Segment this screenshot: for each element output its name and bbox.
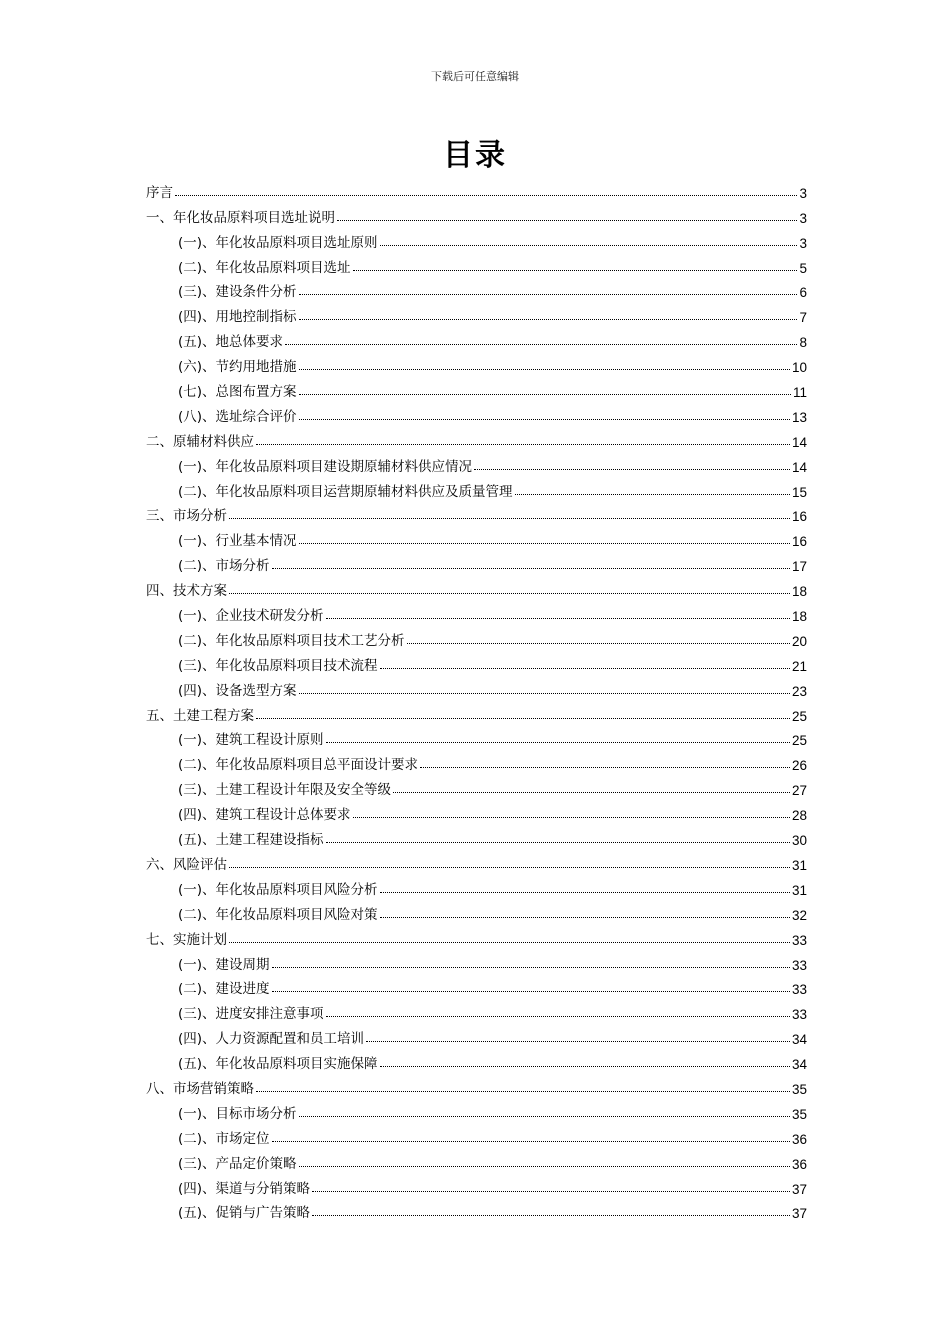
toc-entry-label: 三、市场分析 bbox=[146, 508, 227, 525]
toc-dot-leader bbox=[299, 1166, 790, 1167]
toc-entry-page: 3 bbox=[799, 210, 807, 226]
toc-entry-page: 3 bbox=[799, 185, 807, 201]
toc-dot-leader bbox=[299, 1116, 790, 1117]
toc-entry-label: (一)、建筑工程设计原则 bbox=[178, 732, 324, 749]
toc-entry-label: (二)、年化妆品原料项目运营期原辅材料供应及质量管理 bbox=[178, 483, 513, 500]
toc-entry-page: 26 bbox=[791, 758, 807, 774]
toc-entry-page: 33 bbox=[791, 1007, 807, 1023]
toc-entry-page: 33 bbox=[791, 982, 807, 998]
toc-entry[interactable] bbox=[146, 773, 807, 798]
toc-entry-label: (一)、年化妆品原料项目风险分析 bbox=[178, 881, 378, 898]
toc-dot-leader bbox=[393, 792, 790, 793]
toc-dot-leader bbox=[299, 294, 798, 295]
toc-entry-page: 17 bbox=[791, 559, 807, 575]
toc-entry-page: 18 bbox=[791, 584, 807, 600]
toc-entry[interactable] bbox=[146, 176, 807, 201]
toc-entry-label: 八、市场营销策略 bbox=[146, 1080, 254, 1097]
toc-entry-label: (一)、企业技术研发分析 bbox=[178, 608, 324, 625]
toc-entry-label: 一、年化妆品原料项目选址说明 bbox=[146, 209, 335, 226]
toc-dot-leader bbox=[229, 518, 790, 519]
toc-entry-label: (三)、产品定价策略 bbox=[178, 1155, 297, 1172]
toc-entry-page: 35 bbox=[791, 1106, 807, 1122]
toc-entry-label: 二、原辅材料供应 bbox=[146, 433, 254, 450]
toc-entry-label: (三)、进度安排注意事项 bbox=[178, 1006, 324, 1023]
toc-entry[interactable] bbox=[146, 276, 807, 301]
toc-entry[interactable] bbox=[146, 1097, 807, 1122]
toc-dot-leader bbox=[380, 892, 790, 893]
toc-entry[interactable] bbox=[146, 350, 807, 375]
toc-entry-page: 33 bbox=[791, 957, 807, 973]
toc-entry-label: 七、实施计划 bbox=[146, 931, 227, 948]
toc-entry-page: 11 bbox=[792, 385, 807, 401]
toc-entry-page: 8 bbox=[799, 335, 807, 351]
toc-dot-leader bbox=[380, 917, 790, 918]
toc-entry-label: (三)、建设条件分析 bbox=[178, 284, 297, 301]
toc-entry-label: (一)、建设周期 bbox=[178, 956, 270, 973]
toc-entry-label: (二)、市场定位 bbox=[178, 1130, 270, 1147]
toc-entry-label: (七)、总图布置方案 bbox=[178, 384, 297, 401]
toc-dot-leader bbox=[299, 693, 790, 694]
toc-entry[interactable] bbox=[146, 325, 807, 350]
toc-entry[interactable] bbox=[146, 450, 807, 475]
toc-entry[interactable] bbox=[146, 948, 807, 973]
toc-dot-leader bbox=[380, 1066, 790, 1067]
toc-dot-leader bbox=[229, 942, 790, 943]
toc-entry-label: (二)、市场分析 bbox=[178, 558, 270, 575]
toc-entry[interactable] bbox=[146, 425, 807, 450]
toc-entry-label: (四)、设备选型方案 bbox=[178, 682, 297, 699]
toc-entry[interactable] bbox=[146, 848, 807, 873]
toc-entry-page: 23 bbox=[791, 683, 807, 699]
toc-entry[interactable] bbox=[146, 1197, 807, 1222]
toc-entry-label: 四、技术方案 bbox=[146, 583, 227, 600]
toc-dot-leader bbox=[366, 1041, 790, 1042]
table-of-contents bbox=[146, 176, 807, 1221]
toc-dot-leader bbox=[229, 593, 790, 594]
toc-dot-leader bbox=[380, 245, 798, 246]
toc-entry[interactable] bbox=[146, 1147, 807, 1172]
toc-dot-leader bbox=[326, 842, 790, 843]
toc-dot-leader bbox=[515, 494, 790, 495]
toc-dot-leader bbox=[474, 469, 790, 470]
toc-entry-page: 37 bbox=[791, 1181, 807, 1197]
toc-entry[interactable] bbox=[146, 1022, 807, 1047]
toc-dot-leader bbox=[272, 568, 790, 569]
toc-entry[interactable] bbox=[146, 475, 807, 500]
toc-dot-leader bbox=[312, 1191, 790, 1192]
toc-entry[interactable] bbox=[146, 1047, 807, 1072]
toc-dot-leader bbox=[353, 270, 798, 271]
toc-dot-leader bbox=[256, 1091, 790, 1092]
toc-entry-label: 序言 bbox=[146, 184, 173, 201]
toc-entry-label: (五)、年化妆品原料项目实施保障 bbox=[178, 1056, 378, 1073]
toc-entry-label: (五)、地总体要求 bbox=[178, 334, 284, 351]
toc-dot-leader bbox=[326, 1016, 790, 1017]
toc-entry-label: (四)、人力资源配置和员工培训 bbox=[178, 1031, 365, 1048]
toc-entry-page: 36 bbox=[791, 1131, 807, 1147]
toc-entry-label: (三)、年化妆品原料项目技术流程 bbox=[178, 657, 378, 674]
toc-dot-leader bbox=[326, 742, 790, 743]
toc-entry-label: (一)、行业基本情况 bbox=[178, 533, 297, 550]
toc-entry[interactable] bbox=[146, 973, 807, 998]
toc-entry-page: 14 bbox=[791, 434, 807, 450]
toc-entry[interactable] bbox=[146, 624, 807, 649]
toc-entry-page: 3 bbox=[799, 235, 807, 251]
toc-entry[interactable] bbox=[146, 798, 807, 823]
toc-dot-leader bbox=[272, 991, 790, 992]
toc-entry[interactable] bbox=[146, 997, 807, 1022]
toc-entry[interactable] bbox=[146, 873, 807, 898]
toc-dot-leader bbox=[272, 1141, 790, 1142]
toc-entry-page: 7 bbox=[799, 310, 807, 326]
toc-entry-page: 31 bbox=[791, 882, 807, 898]
toc-entry-page: 35 bbox=[791, 1081, 807, 1097]
toc-entry-page: 37 bbox=[791, 1206, 807, 1222]
toc-entry-page: 18 bbox=[791, 609, 807, 625]
toc-dot-leader bbox=[312, 1215, 790, 1216]
toc-dot-leader bbox=[256, 718, 790, 719]
toc-entry-page: 6 bbox=[799, 285, 807, 301]
toc-entry-page: 21 bbox=[791, 658, 807, 674]
toc-entry-page: 34 bbox=[791, 1057, 807, 1073]
toc-entry-page: 10 bbox=[791, 360, 807, 376]
toc-entry-page: 25 bbox=[791, 733, 807, 749]
toc-entry[interactable] bbox=[146, 649, 807, 674]
toc-entry-label: 六、风险评估 bbox=[146, 856, 227, 873]
toc-dot-leader bbox=[256, 444, 790, 445]
toc-entry[interactable] bbox=[146, 1172, 807, 1197]
toc-entry[interactable] bbox=[146, 549, 807, 574]
toc-dot-leader bbox=[299, 543, 790, 544]
toc-dot-leader bbox=[299, 369, 790, 370]
toc-entry-label: (四)、渠道与分销策略 bbox=[178, 1180, 311, 1197]
toc-dot-leader bbox=[420, 767, 790, 768]
toc-dot-leader bbox=[272, 967, 790, 968]
toc-dot-leader bbox=[175, 195, 797, 196]
toc-entry-page: 5 bbox=[799, 260, 807, 276]
toc-entry[interactable] bbox=[146, 823, 807, 848]
toc-entry-label: (五)、土建工程建设指标 bbox=[178, 832, 324, 849]
toc-entry[interactable] bbox=[146, 724, 807, 749]
toc-entry-page: 31 bbox=[791, 857, 807, 873]
toc-entry-page: 14 bbox=[791, 459, 807, 475]
toc-entry-label: (四)、用地控制指标 bbox=[178, 309, 297, 326]
toc-dot-leader bbox=[326, 618, 790, 619]
toc-entry[interactable] bbox=[146, 748, 807, 773]
toc-entry-label: (二)、年化妆品原料项目选址 bbox=[178, 259, 351, 276]
toc-entry[interactable] bbox=[146, 375, 807, 400]
toc-entry-page: 16 bbox=[791, 534, 807, 550]
toc-entry[interactable] bbox=[146, 400, 807, 425]
toc-entry-label: (二)、年化妆品原料项目风险对策 bbox=[178, 906, 378, 923]
toc-dot-leader bbox=[299, 419, 790, 420]
toc-entry[interactable] bbox=[146, 1072, 807, 1097]
toc-entry-page: 33 bbox=[791, 932, 807, 948]
toc-entry-page: 16 bbox=[791, 509, 807, 525]
toc-entry-label: (五)、促销与广告策略 bbox=[178, 1205, 311, 1222]
toc-dot-leader bbox=[407, 643, 790, 644]
toc-entry[interactable] bbox=[146, 201, 807, 226]
toc-dot-leader bbox=[353, 817, 790, 818]
toc-entry-label: (八)、选址综合评价 bbox=[178, 408, 297, 425]
toc-dot-leader bbox=[337, 220, 797, 221]
toc-entry-label: (四)、建筑工程设计总体要求 bbox=[178, 807, 351, 824]
toc-entry[interactable] bbox=[146, 674, 807, 699]
toc-entry-page: 30 bbox=[791, 833, 807, 849]
toc-entry[interactable] bbox=[146, 500, 807, 525]
toc-entry-label: (一)、目标市场分析 bbox=[178, 1105, 297, 1122]
toc-dot-leader bbox=[229, 867, 790, 868]
toc-dot-leader bbox=[285, 344, 797, 345]
toc-entry-page: 15 bbox=[791, 484, 807, 500]
toc-entry-page: 28 bbox=[791, 808, 807, 824]
toc-dot-leader bbox=[299, 319, 798, 320]
toc-dot-leader bbox=[380, 668, 790, 669]
toc-entry-page: 36 bbox=[791, 1156, 807, 1172]
toc-entry-page: 20 bbox=[791, 633, 807, 649]
toc-entry-page: 27 bbox=[791, 783, 807, 799]
toc-entry[interactable] bbox=[146, 898, 807, 923]
toc-entry[interactable] bbox=[146, 599, 807, 624]
toc-entry[interactable] bbox=[146, 524, 807, 549]
toc-entry-label: (二)、建设进度 bbox=[178, 981, 270, 998]
toc-entry[interactable] bbox=[146, 226, 807, 251]
toc-entry-page: 13 bbox=[791, 409, 807, 425]
toc-entry[interactable] bbox=[146, 300, 807, 325]
header-note: 下载后可任意编辑 bbox=[431, 70, 519, 83]
toc-entry[interactable] bbox=[146, 251, 807, 276]
toc-entry-label: (一)、年化妆品原料项目建设期原辅材料供应情况 bbox=[178, 458, 473, 475]
toc-entry[interactable] bbox=[146, 574, 807, 599]
toc-entry-label: (二)、年化妆品原料项目技术工艺分析 bbox=[178, 632, 405, 649]
toc-entry-label: (六)、节约用地措施 bbox=[178, 359, 297, 376]
toc-entry-page: 25 bbox=[791, 708, 807, 724]
toc-entry[interactable] bbox=[146, 923, 807, 948]
toc-dot-leader bbox=[299, 394, 791, 395]
toc-entry-label: (三)、土建工程设计年限及安全等级 bbox=[178, 782, 392, 799]
toc-entry-label: 五、土建工程方案 bbox=[146, 707, 254, 724]
toc-entry-label: (一)、年化妆品原料项目选址原则 bbox=[178, 234, 378, 251]
toc-entry-label: (二)、年化妆品原料项目总平面设计要求 bbox=[178, 757, 419, 774]
toc-entry[interactable] bbox=[146, 1122, 807, 1147]
toc-entry-page: 32 bbox=[791, 907, 807, 923]
toc-entry-page: 34 bbox=[791, 1032, 807, 1048]
toc-entry[interactable] bbox=[146, 699, 807, 724]
toc-title: 目录 bbox=[443, 138, 507, 173]
